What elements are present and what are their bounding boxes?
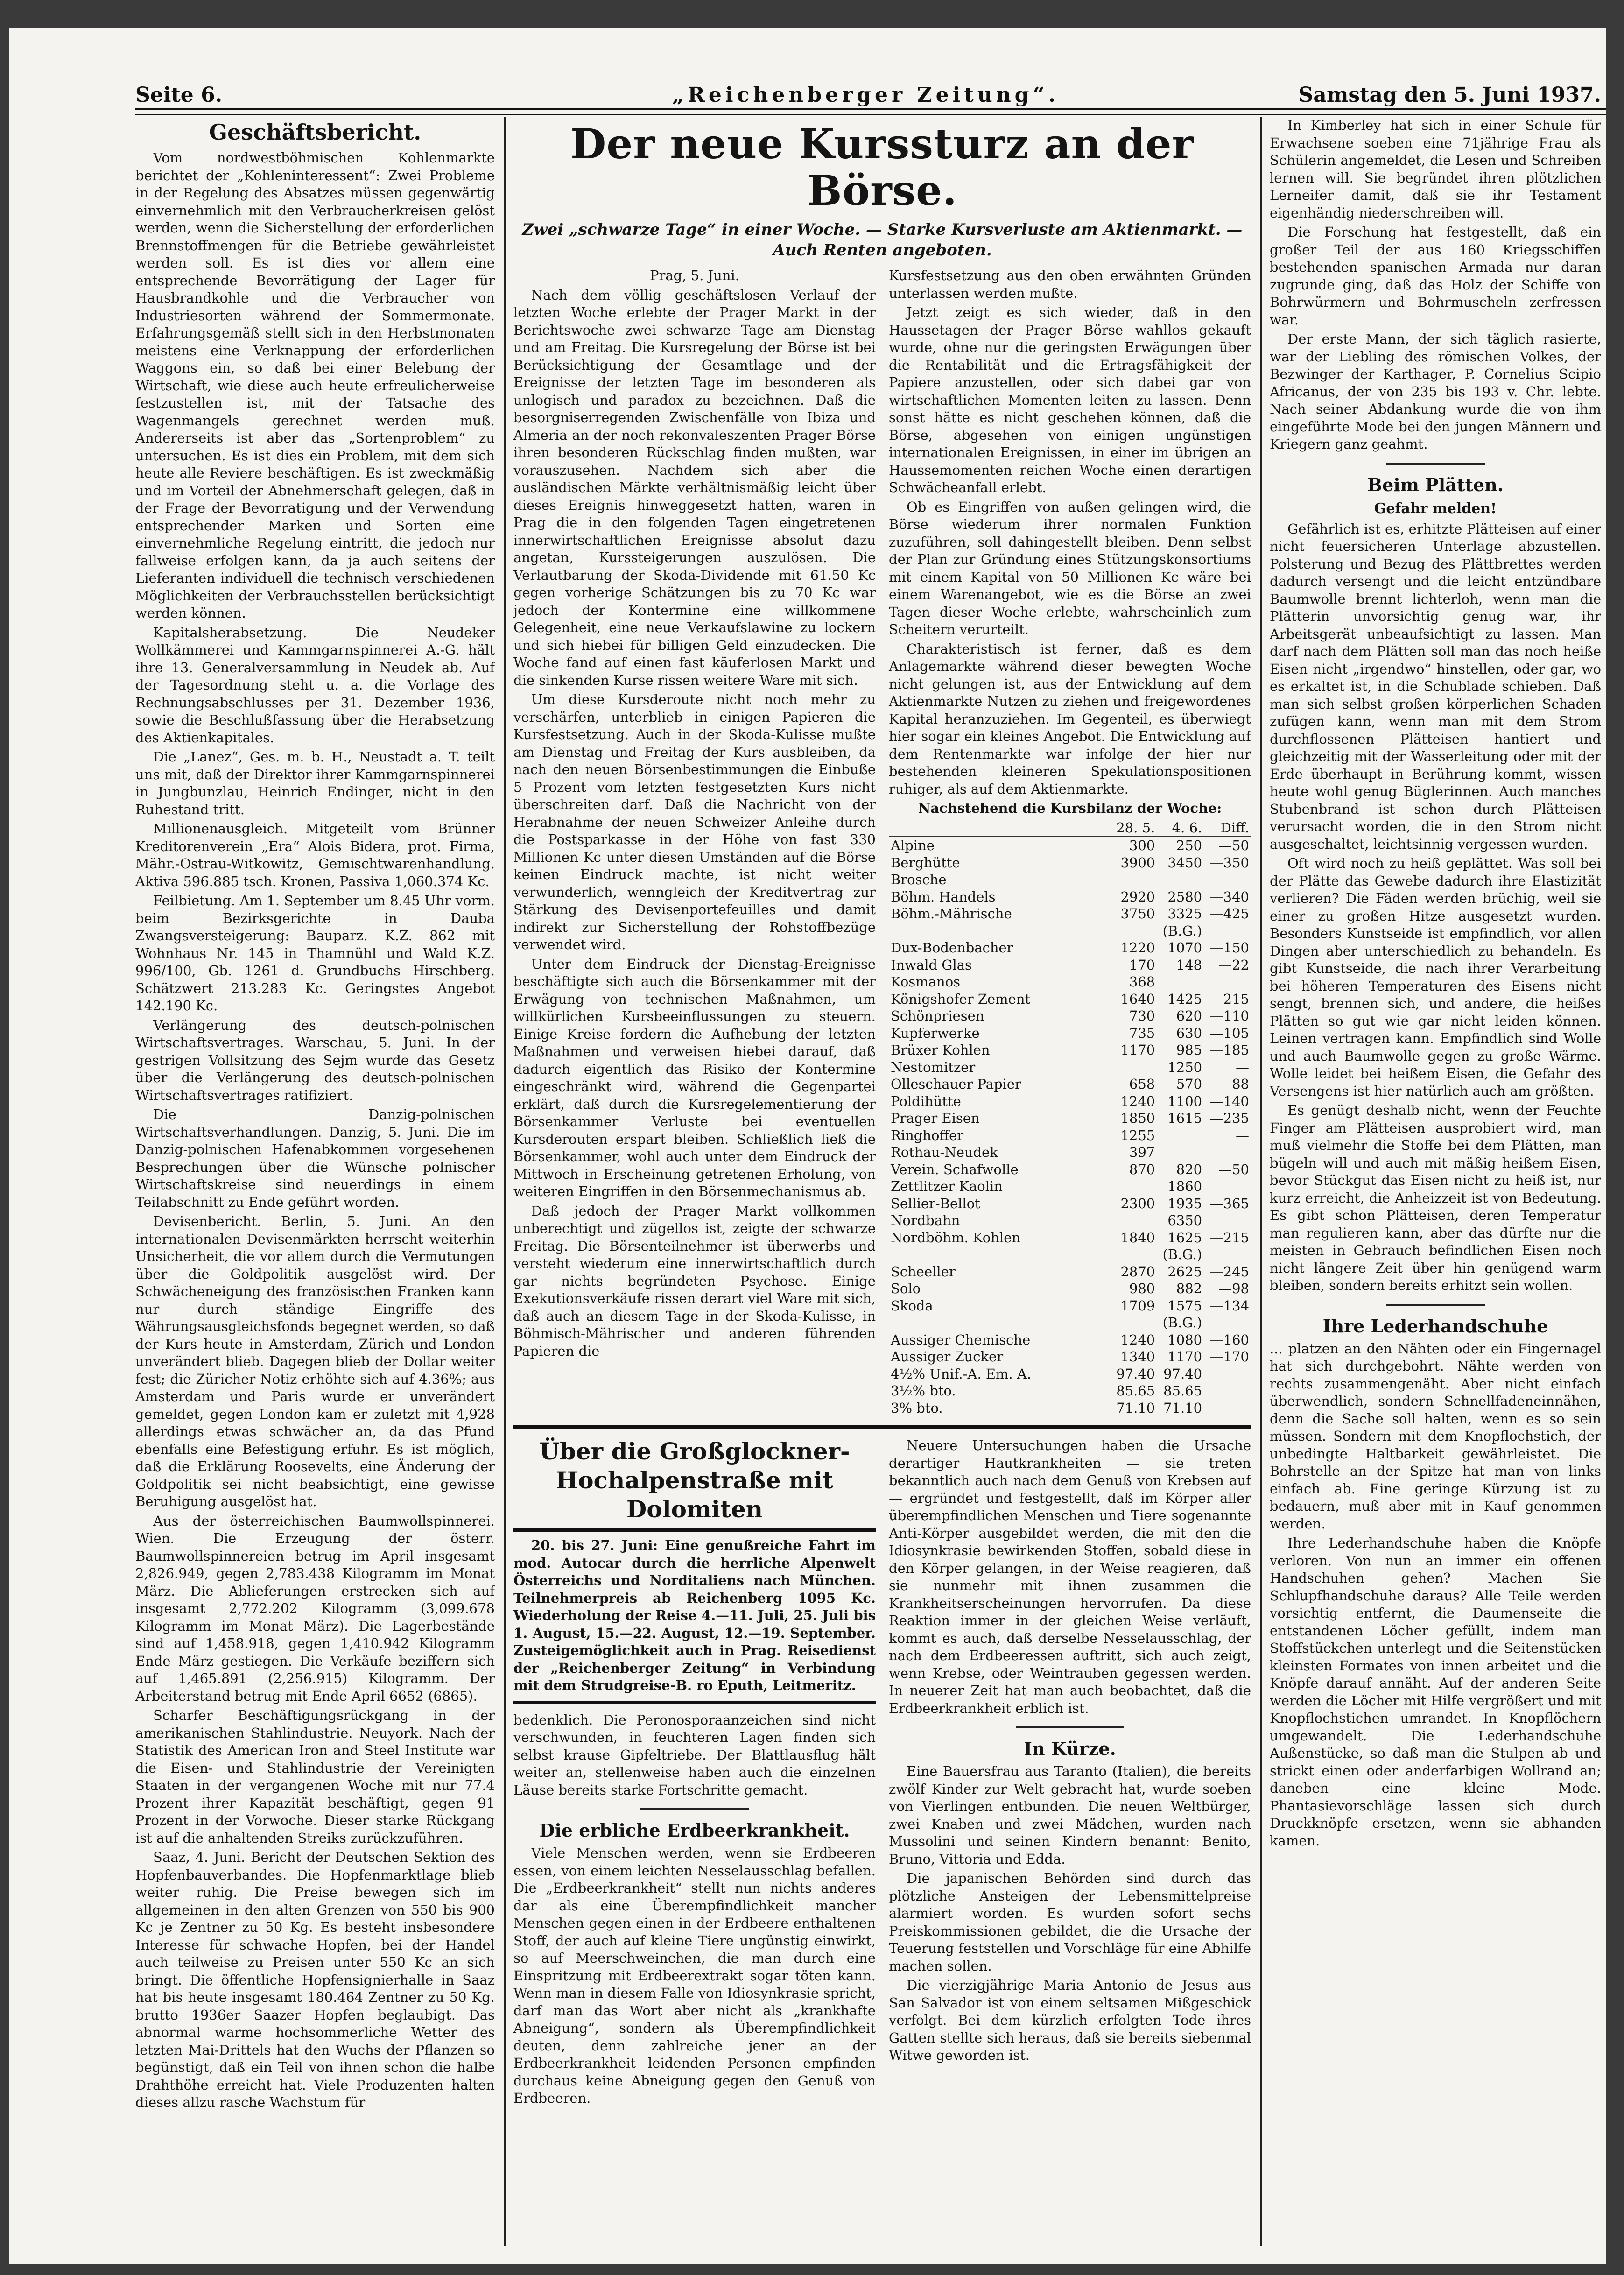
diff-value: —425 xyxy=(1209,906,1249,922)
misc-paragraph: In Kimberley hat sich in einer Schule für Erwachsene soeben eine 71jährige Frau als Schülerin angemeldet, die Lesen und Schreiben lernen will. Sie begründet ihren plötzlichen Lerneifer damit, daß sie ihr Testament eigenhändig niederschreiben will. xyxy=(1270,117,1601,221)
plaetten-paragraph: Es genügt deshalb nicht, wenn der Feuchte Finger am Plätteisen ausprobiert wird, man muß vielmehr die Stoffe bei dem Plätten, man bügeln will und auch mit mäßig heißem Eisen, bevor Stückgut das Eisen nicht zu heiß ist, nur kurz erreicht, die Anheizzeit ist von Bedeutung. Es gibt schon Plätteisen, deren Temperatur man regulieren kann, aber das dürfte nur die meisten in Gebrauch befindlichen Eisen noch nicht längere Zeit über hin genügend warm bleiben, sondern bereits erhitzt sein wollen. xyxy=(1270,1102,1601,1293)
price-value: 85.65 xyxy=(1163,1383,1202,1399)
kursbilanz-table xyxy=(889,819,1251,1417)
diff-value: —140 xyxy=(1209,1093,1249,1109)
travel-ad-title xyxy=(513,1437,876,1524)
price-value: 1850 xyxy=(1120,1110,1155,1126)
business-paragraph: Kapitalsherabsetzung. Die Neudeker Wollkämmerei und Kammgarnspinnerei A.-G. hält ihre 13. Generalversammlung in Neudek ab. Auf der Tagesordnung steht u. a. die Vorlage des Rechnungsabschlusses per 31. Dezember 1936, sowie die Beschlußfassung über die Herabsetzung des Aktienkapitales. xyxy=(135,624,495,746)
diff-value xyxy=(1204,1382,1251,1400)
price-value: 1640 xyxy=(1120,991,1155,1007)
kursbilanz-body xyxy=(889,837,1251,1416)
kursbilanz-row xyxy=(889,1093,1251,1110)
price-value: 1709 xyxy=(1120,1297,1155,1314)
diff-value: —350 xyxy=(1209,854,1249,871)
price-value: 71.10 xyxy=(1163,1400,1202,1416)
column-divider xyxy=(504,117,506,2246)
leder-title: Ihre Lederhandschuhe xyxy=(1322,1315,1548,1337)
boerse-paragraph: Nach dem völlig geschäftslosen Verlauf der letzten Woche erlebte der Prager Markt in der Berichtswoche zwei schwarze Tage am Dienstag und am Freitag. Die Kursregelung der Börse ist bei Berücksichtigung der Gesamtlage und der Ereignisse der letzten Tage im besonderen als unlogisch und paradox zu bezeichnen. Daß die besorgniserregenden Zwischenfälle von Ibiza und Almeria an der noch rekonvaleszenten Prager Börse ihren besonderen Rückschlag finden mußten, war vorauszusehen. Nachdem sich aber die ausländischen Märkte verhältnismäßig leicht über dieses Ereignis hinweggesetzt hatten, waren in Prag die in den folgenden Tagen eingetretenen innerwirtschaftlichen Ereignisse absolut dazu angetan, Kurssteigerungen auszulösen. Die Verlautbarung der Skoda-Dividende mit 61.50 Kc gegen vorherige Schätzungen bis zu 70 Kc war jedoch der Kontermine eine willkommene Gelegenheit, eine neue Verkaufslawine zu lockern und sich hiebei für billigen Geld einzudecken. Die Woche fand auf einen fast käuferlosen Markt und die sinkenden Kurse rissen weitere Ware mit sich. xyxy=(513,287,876,688)
diff-value xyxy=(1204,1178,1251,1195)
kursbilanz-row xyxy=(889,905,1251,939)
diff-value: —150 xyxy=(1209,940,1249,956)
price-value: 1240 xyxy=(1120,1331,1155,1348)
kursbilanz-header xyxy=(889,819,1110,837)
business-paragraph: Die „Lanez“, Ges. m. b. H., Neustadt a. T. teilt uns mit, daß der Direktor ihrer Kammgarnspinnerei in Jungbunzlau, Heinrich Endinger, nicht in den Ruhestand tritt. xyxy=(135,749,495,817)
price-value xyxy=(1157,973,1204,991)
diff-value xyxy=(1204,871,1251,888)
business-paragraph: Devisenbericht. Berlin, 5. Juni. An den internationalen Devisenmärkten herrscht weiterhin Unsicherheit, die vor allem durch die Vermutungen über die Goldpolitik ausgelöst wird. Der Schwächeneigung des französischen Franken kann nur durch ständige Eingriffe des Währungsausgleichsfonds begegnet werden, so daß der Kurs heute in Amsterdam, Zürich und London unverändert blieb. Dagegen blieb der Dollar weiter fest; die Züricher Notiz erhöhte sich auf 4.36%; aus Amsterdam und Paris wurde er unverändert gemeldet, gegen London kam er zuletzt mit 4,928 allerdings etwas schwächer an, da das Pfund ebenfalls eine Befestigung erfuhr. Es ist möglich, daß die Erklärung Roosevelts, eine Änderung der Goldpolitik sei nicht beabsichtigt, eine gewisse Beruhigung ausgelöst hat. xyxy=(135,1213,495,1509)
kursbilanz-row xyxy=(889,1161,1251,1178)
kursbilanz-row xyxy=(889,1025,1251,1042)
diff-value: — xyxy=(1236,1127,1249,1143)
column-divider xyxy=(1260,117,1262,2246)
kursbilanz-row xyxy=(889,1382,1251,1400)
kursbilanz-row xyxy=(889,1007,1251,1025)
travel-ad-title-line: Über die Großglockner- xyxy=(539,1437,850,1465)
page-number: Seite 6. xyxy=(135,83,223,107)
diff-value: —235 xyxy=(1209,1110,1249,1126)
price-value: 2300 xyxy=(1120,1195,1155,1211)
diff-value: —245 xyxy=(1209,1263,1249,1280)
kursbilanz-row xyxy=(889,991,1251,1008)
kursbilanz-row xyxy=(889,1110,1251,1127)
kursbilanz-row xyxy=(889,1042,1251,1059)
price-value: 630 xyxy=(1176,1025,1202,1041)
price-value: 1080 xyxy=(1167,1331,1202,1348)
diff-value: —110 xyxy=(1209,1008,1249,1024)
kursbilanz-row xyxy=(889,837,1251,854)
kurze-paragraph: Die vierzigjährige Maria Antonio de Jesus aus San Salvador ist von einem seltsamen Mißgeschick verfolgt. Bei dem kürzlich erfolgten Tode ihres Gatten stellte sich heraus, daß sie bereits siebenmal Witwe geworden ist. xyxy=(889,1977,1251,2063)
stock-name: Skoda xyxy=(891,1297,933,1314)
stock-name: Scheeller xyxy=(891,1263,956,1280)
price-value: 1840 xyxy=(1120,1229,1155,1246)
business-paragraph: Scharfer Beschäftigungsrückgang in der amerikanischen Stahlindustrie. Neuyork. Nach der Statistik des American Iron and Steel Institute war die Eisen- und Stahlindustrie der Vereinigten Staaten in der vergangenen Woche mit nur 77.4 Prozent ihrer Kapazität beschäftigt, gegen 91 Prozent in der Vorwoche. Dieser starke Rückgang ist auf die anhaltenden Streiks zurückzuführen. xyxy=(135,1707,495,1846)
kursbilanz-header: 4. 6. xyxy=(1157,819,1204,837)
kursbilanz-row xyxy=(889,1297,1251,1331)
boerse-dateline: Prag, 5. Juni. xyxy=(649,268,740,283)
kursbilanz-row xyxy=(889,888,1251,906)
boerse-paragraph: Daß jedoch der Prager Markt vollkommen unberechtigt und zügellos ist, zeigte der schwarze Freitag. Die Börsenteilnehmer ist überwerbs und versteht wiederum eine innerwirtschaftlich durch gar nichts begründeten Psychose. Einige Exekutionsverkäufe rissen derart viel Ware mit sich, daß auch an diesem Tage in der Skoda-Kulisse, in Böhmisch-Mährischer und anderen führenden Papieren die xyxy=(513,1203,876,1359)
price-value: 1625 (B.G.) xyxy=(1162,1229,1202,1262)
short-rule xyxy=(1386,463,1485,465)
kursbilanz-row xyxy=(889,1229,1251,1263)
stock-name: Kupferwerke xyxy=(891,1025,980,1041)
boerse-paragraph: Charakteristisch ist ferner, daß es dem Anlagemarkte während dieser bewegten Woche nicht gelungen ist, aus der Entwicklung auf dem Aktienmarkte Nutzen zu ziehen und freigewordenes Kapital heranzuziehen. Im Gegenteil, es überwiegt hier sogar ein kleines Angebot. Die Entwicklung auf dem Rentenmarkte war infolge der hier nur bestehenden kleineren Spekulationspositionen ruhiger, als auf dem Aktienmarkte. xyxy=(889,641,1251,797)
price-value: 980 xyxy=(1129,1281,1155,1296)
kursbilanz-row xyxy=(889,1144,1251,1161)
diff-value: —340 xyxy=(1209,888,1249,905)
stock-name: Brüxer Kohlen xyxy=(891,1042,990,1058)
price-value: 2625 xyxy=(1167,1263,1202,1280)
travel-ad-title-line: Hochalpenstraße mit Dolomiten xyxy=(555,1466,834,1523)
plaetten-title: Beim Plätten. xyxy=(1367,474,1504,495)
kursbilanz-row xyxy=(889,1212,1251,1229)
diff-value xyxy=(1204,973,1251,991)
kursbilanz-row xyxy=(889,1195,1251,1212)
stock-name: Kosmanos xyxy=(891,974,961,990)
kursbilanz-row xyxy=(889,1400,1251,1417)
price-value: 735 xyxy=(1129,1025,1155,1041)
erdbeer-paragraph: Viele Menschen werden, wenn sie Erdbeeren essen, von einem leichten Nesselausschlag befallen. Die „Erdbeerkrankheit“ stellt nun nichts anderes dar als eine Überempfindlichkeit mancher Menschen gegen einen in der Erdbeere enthaltenen Stoff, der auch auf kleine Tiere ungünstig einwirkt, so auf Meerschweinchen, die man durch eine Einspritzung mit Erdbeerextrakt sogar töten kann. Wenn man in diesem Falle von Idiosynkrasie spricht, darf man das Wort aber nicht als „krankhafte Abneigung“, sondern als Überempfindlichkeit deuten, denn zahlreiche jener an der Erdbeerkrankheit leidenden Personen empfinden durchaus keine Abneigung gegen den Genuß von Erdbeeren. xyxy=(513,1845,876,2106)
boerse-paragraph: Um diese Kursderoute nicht noch mehr zu verschärfen, unterblieb in einigen Papieren die Kursfestsetzung. Auch in der Skoda-Kulisse mußte am Dienstag und Freitag der Kurs ausbleiben, da nach den neuen Börsenbestimmungen die Einbuße 5 Prozent vom letzten festgesetzten Kurs nicht überschreiten darf. Daß die Nachricht von der Herabnahme der neuen Schweizer Anleihe durch die Postsparkasse in der Höhe von fast 330 Millionen Kc unter diesen Umständen auf die Börse keinen Eindruck machte, ist nicht weiter verwunderlich, wenngleich der Kreditvertrag zur Stärkung des Devisenportefeuilles und damit indirekt zur Sicherstellung der Rohstoffbezüge verwendet wird. xyxy=(513,691,876,952)
price-value: 368 xyxy=(1129,974,1155,990)
price-value: 3450 xyxy=(1167,854,1202,871)
kursbilanz-header-row xyxy=(889,819,1251,837)
stock-name: Dux-Bodenbacher xyxy=(891,940,1013,956)
price-value: 1255 xyxy=(1120,1127,1155,1143)
price-value: 1860 xyxy=(1167,1178,1202,1194)
stock-name: Nordbahn xyxy=(891,1212,960,1228)
price-value: 1425 xyxy=(1167,991,1202,1007)
stock-name: Solo xyxy=(891,1281,921,1296)
stock-name: Verein. Schafwolle xyxy=(891,1161,1019,1177)
travel-ad-text: 20. bis 27. Juni: Eine genußreiche Fahrt im mod. Autocar durch die herrliche Alpenwelt Österreichs und Norditaliens nach München. Teilnehmerpreis ab Reichenberg 1095 Kc. Wiederholung der Reise 4.—11. Juli, 25. Juli bis 1. August, 15.—22. August, 12.—19. September. Zusteigemöglichkeit auch in Prag. Reisedienst der „Reichenberger Zeitung“ in Verbindung mit dem Strudgreise-B. ro Eputh, Leitmeritz. xyxy=(513,1537,876,1693)
price-value: 71.10 xyxy=(1116,1400,1155,1416)
stock-name: Olleschauer Papier xyxy=(891,1076,1021,1092)
stock-name: Poldihütte xyxy=(891,1093,961,1109)
kurze-paragraph: Eine Bauersfrau aus Taranto (Italien), die bereits zwölf Kinder zur Welt gebracht hat, wurde soeben von Vierlingen entbunden. Die neuen Weltbürger, zwei Knaben und zwei Mädchen, wurden nach Mussolini und seinen Kindern benannt: Benito, Bruno, Vittoria und Edda. xyxy=(889,1763,1251,1867)
kursbilanz-row xyxy=(889,1263,1251,1281)
kursbilanz-row xyxy=(889,1178,1251,1195)
business-paragraph: Millionenausgleich. Mitgeteilt vom Brünner Kreditorenverein „Era“ Alois Bidera, prot. Firma, Mähr.-Ostrau-Witkowitz, Gemischtwarenhandlung. Aktiva 596.885 tsch. Kronen, Passiva 1,060.374 Kc. xyxy=(135,821,495,889)
column-boerse xyxy=(513,117,1251,2246)
price-value: 570 xyxy=(1176,1076,1202,1092)
price-value: 870 xyxy=(1129,1161,1155,1177)
kursbilanz-row xyxy=(889,1331,1251,1349)
price-value: 1170 xyxy=(1167,1349,1202,1365)
kurze-title: In Kürze. xyxy=(1024,1738,1116,1759)
price-value: 170 xyxy=(1129,957,1155,973)
price-value xyxy=(1157,871,1204,888)
boerse-left-column xyxy=(513,267,876,1416)
stock-name: 3½% bto. xyxy=(891,1383,956,1399)
business-title: Geschäftsbericht. xyxy=(209,120,422,145)
kursbilanz-header: Diff. xyxy=(1204,819,1251,837)
business-paragraph: Saaz, 4. Juni. Bericht der Deutschen Sektion des Hopfenbauverbandes. Die Hopfenmarktlage blieb weiter ruhig. Die Preise bewegen sich im allgemeinen in den alten Grenzen von 550 bis 900 Kc je Zentner zu 50 Kg. Es besteht insbesondere Interesse für schwache Hopfen, bei der Handel auch teilweise zu Preisen unter 550 Kc an sich bringt. Die öffentliche Hopfensignierhalle in Saaz hat bis heute insgesamt 180.464 Zentner zu 50 Kg. brutto 1936er Saazer Hopfen beglaubigt. Das abnormal warme hochsommerliche Wetter des letzten Mai-Drittels hat den Wuchs der Pflanzen so begünstigt, daß ein Teil von ihnen schon die halbe Drahthöhe erreicht hat. Viele Produzenten halten dieses allzu rasche Wachstum für xyxy=(135,1849,495,2110)
stock-name: Nordböhm. Kohlen xyxy=(891,1229,1021,1246)
stock-name: Berghütte xyxy=(891,854,960,871)
price-value: 1575 (B.G.) xyxy=(1162,1297,1202,1331)
price-value xyxy=(1110,1178,1157,1195)
erdbeer-paragraph: Neuere Untersuchungen haben die Ursache derartiger Hautkrankheiten — sie treten bekanntlich auch nach dem Genuß von Krebsen auf — ergründet und festgestellt, daß im Körper aller überempfindlichen Menschen und Tiere sogenannte Anti-Körper ausgebildet werden, die mit den die Idiosynkrasie bewirkenden Stoffen, sobald diese in den Körper gelangen, in der Weise reagieren, daß sie nunmehr mit ihnen zusammen die Krankheitserscheinungen hervorrufen. Da diese Reaktion immer in der gleichen Weise verläuft, kommt es auch, daß derselbe Nesselausschlag, der nach dem Erdbeeressen auftritt, sich auch zeigt, wenn Krebse, oder Weintrauben gegessen werden. In neuerer Zeit hat man auch beobachtet, daß die Erdbeerkrankheit erblich ist. xyxy=(889,1437,1251,1716)
price-value: 97.40 xyxy=(1116,1366,1155,1382)
diff-value: —22 xyxy=(1218,957,1249,973)
kursbilanz-row xyxy=(889,1366,1251,1383)
price-value: 2870 xyxy=(1120,1263,1155,1280)
stock-name: 4½% Unif.-A. Em. A. xyxy=(891,1366,1032,1382)
stock-name: Rothau-Neudek xyxy=(891,1144,998,1160)
kursbilanz-row xyxy=(889,1076,1251,1093)
stock-name: Brosche xyxy=(891,872,947,887)
diff-value: —160 xyxy=(1209,1331,1249,1348)
diff-value: —134 xyxy=(1209,1297,1249,1314)
price-value: 3900 xyxy=(1120,854,1155,871)
leder-paragraph: ... platzen an den Nähten oder ein Fingernagel hat sich durchgebohrt. Nähte werden von rechts zusammengenäht. Aber nicht einfach überwendlich, sondern Schnellfadeneinnähen, denn die Sache soll halten, wenn es so sein müssen. Sondern mit dem Knopflochstich, der unbedingte Haltbarkeit gewährleistet. Die Bohrstelle an der Spitze hat man von links einfach ab. Eine geringe Kürzung ist zu bedauern, muß aber mit in Kauf genommen werden. xyxy=(1270,1340,1601,1532)
price-value: 730 xyxy=(1129,1008,1155,1024)
stock-name: Schönpriesen xyxy=(891,1008,984,1024)
stock-name: 3% bto. xyxy=(891,1400,943,1416)
stock-name: Nestomitzer xyxy=(891,1059,976,1075)
kursbilanz-row xyxy=(889,1127,1251,1144)
lower-left-column xyxy=(513,1437,876,2109)
business-paragraph: Feilbietung. Am 1. September um 8.45 Uhr vorm. beim Bezirksgerichte in Dauba Zwangsversteigerung: Bauparz. K.Z. 862 mit Wohnhaus Nr. 145 in Thamnühl und Wald K.Z. 996/100, Gb. 1261 d. Grundbuchs Hirschberg. Schätzwert 213.283 Kc. Geringstes Angebot 142.190 Kc. xyxy=(135,893,495,1014)
diff-value: —88 xyxy=(1218,1076,1249,1092)
boerse-paragraph: Ob es Eingriffen von außen gelingen wird, die Börse wiederum ihrer normalen Funktion zuzuführen, soll dahingestellt bleiben. Denn selbst der Plan zur Gründung eines Stützungskonsortiums mit einem Kapital von 50 Millionen Kc wäre bei einem Warenangebot, wie es die Börse an zwei Tagen dieser Woche erlebte, wahrscheinlich zum Scheitern verurteilt. xyxy=(889,499,1251,637)
plaetten-paragraph: Gefährlich ist es, erhitzte Plätteisen auf einer nicht feuersicheren Unterlage abzustellen. Polsterung und Bezug des Plättbrettes werden dadurch versengt und die leicht entzündbare Baumwolle brennt lichterloh, wenn man die Plätterin unvorsichtig genug war, ihr Arbeitsgerät unbeaufsichtigt zu lassen. Man darf nach dem Plätten soll man das noch heiße Eisen nicht „irgendwo“ hinstellen, oder gar, wo es erkaltet ist, in die Schublade schieben. Daß man sich selbst großen körperlichen Schaden zufügen kann, wenn man mit dem Strom durchflossenen Plätteisen hantiert und gleichzeitig mit der Wasserleitung oder mit der Erde überhaupt in Berührung kommt, wissen heute wohl genug Büglerinnen. Auch manches Stubenbrand ist schon durch Plätteisen verursacht worden, die in den Strom nicht ausgeschaltet, leichtsinnig vergessen wurden. xyxy=(1270,521,1601,852)
stock-name: Zettlitzer Kaolin xyxy=(891,1178,1003,1194)
stock-name: Aussiger Chemische xyxy=(891,1331,1031,1348)
kursbilanz-row xyxy=(889,973,1251,991)
price-value: 2580 xyxy=(1167,888,1202,905)
boerse-paragraph: Jetzt zeigt es sich wieder, daß in den Haussetagen der Prager Börse wahllos gekauft wurde, ohne nur die geringsten Erwägungen über die Rentabilität und die Ertragsfähigkeit der Papiere anzustellen, oder sich dabei gar von wirtschaftlichen Momenten leiten zu lassen. Denn sonst hätte es nicht geschehen können, daß die Börse, abgesehen von einigen ungünstigen internationalen Ereignissen, in einer im übrigen an Haussemomenten reichen Woche einen derartigen Schwächeanfall erlebt. xyxy=(889,304,1251,495)
stock-name: Königshofer Zement xyxy=(891,991,1031,1007)
travel-ad xyxy=(513,1437,876,1704)
diff-value: — xyxy=(1236,1059,1249,1075)
price-value xyxy=(1110,1212,1157,1229)
boerse-body xyxy=(513,267,1251,1416)
misc-paragraph: Die Forschung hat festgestellt, daß ein großer Teil der aus 160 Kriegsschiffen bestehenden spanischen Armada nur daran zugrunde ging, daß das Holz der Schiffe von Bohrwürmern und Bohrmuscheln zerfressen war. xyxy=(1270,224,1601,328)
newspaper-page xyxy=(9,28,1606,2264)
price-value: 1240 xyxy=(1120,1093,1155,1109)
kursbilanz-row xyxy=(889,854,1251,872)
short-rule xyxy=(1386,1304,1485,1306)
boerse-headline: Der neue Kurssturz an der Börse. xyxy=(570,120,1194,215)
section-rule xyxy=(513,1425,1251,1429)
price-value: 397 xyxy=(1129,1144,1155,1160)
diff-value: —185 xyxy=(1209,1042,1249,1058)
column-misc xyxy=(1270,117,1601,2246)
stock-name: Aussiger Zucker xyxy=(891,1349,1004,1365)
masthead: „Reichenberger Zeitung“. xyxy=(672,83,1060,107)
price-value: 6350 xyxy=(1167,1212,1202,1228)
diff-value: —50 xyxy=(1218,1161,1249,1177)
price-value xyxy=(1157,1127,1204,1144)
price-value: 620 xyxy=(1176,1008,1202,1024)
price-value: 985 xyxy=(1176,1042,1202,1058)
diff-value: —215 xyxy=(1209,1229,1249,1246)
diff-value: —365 xyxy=(1209,1195,1249,1211)
price-value: 820 xyxy=(1176,1161,1202,1177)
plaetten-paragraph: Oft wird noch zu heiß geplättet. Was soll bei der Plätte das Gewebe dadurch ihre Elastizität verlieren? Die Fäden werden brüchig, weil sie einer zu großen Hitze ausgesetzt wurden. Besonders Kunstseide ist empfindlich, vor allen Dingen aber unterschiedlich zu behandeln. Es gibt Kunstseide, die nach ihrer Verarbeitung bei höheren Temperaturen des Eisens nicht sengt, brennen sich, und andere, die heißes Plätten so gut wie gar nicht leiden können. Leinen vertragen kann. Empfindlich sind Wolle und auch Baumwolle gegen zu große Wärme. Wolle leidet bei heißem Eisen, die Gefahr des Versengens ist hier natürlich auch am größten. xyxy=(1270,855,1601,1099)
price-value: 250 xyxy=(1176,838,1202,853)
price-value: 97.40 xyxy=(1163,1366,1202,1382)
kursbilanz-header: 28. 5. xyxy=(1110,819,1157,837)
diff-value: —215 xyxy=(1209,991,1249,1007)
kursbilanz-row xyxy=(889,939,1251,957)
stock-name: Böhm.-Mährische xyxy=(891,906,1012,922)
issue-date: Samstag den 5. Juni 1937. xyxy=(1298,83,1601,107)
price-value: 3750 xyxy=(1120,906,1155,922)
boerse-paragraph: Unter dem Eindruck der Dienstag-Ereignisse beschäftigte sich auch die Börsenkammer mit der Erwägung von technischen Maßnahmen, um willkürlichen Kursbeeinflussungen zu steuern. Einige Kreise fordern die Aufhebung der letzten Maßnahmen und verweisen hiebei darauf, daß dadurch eigentlich das Risiko der Kontermine eingeschränkt wird, während die Gegenpartei erklärt, daß durch die Kursregelementierung der Börsenkammer Verluste bei eventuellen Kursderouten erspart bleiben. Schließlich ließ die Börsenkammer, wohl auch unter dem Eindruck der Mittwoch in Erscheinung getretenen Erholung, von weiteren Eingriffen in den Börsenmechanismus ab. xyxy=(513,956,876,1199)
erdbeer-title: Die erbliche Erdbeerkrankheit. xyxy=(539,1820,850,1841)
stock-name: Sellier-Bellot xyxy=(891,1195,980,1211)
stock-name: Alpine xyxy=(891,838,935,853)
stock-name: Ringhoffer xyxy=(891,1127,964,1143)
column-business xyxy=(135,117,495,2246)
boerse-subheadline: Zwei „schwarze Tage“ in einer Woche. — Starke Kursverluste am Aktienmarkt. — Auch Renten angeboten. xyxy=(522,220,1243,260)
price-value: 3325 (B.G.) xyxy=(1162,906,1202,939)
price-value: 882 xyxy=(1176,1281,1202,1296)
stock-name: Inwald Glas xyxy=(891,957,972,973)
diff-value: —98 xyxy=(1218,1281,1249,1296)
price-value: 148 xyxy=(1176,957,1202,973)
price-value: 1935 xyxy=(1167,1195,1202,1211)
price-value: 658 xyxy=(1129,1076,1155,1092)
business-paragraph: Verlängerung des deutsch-polnischen Wirtschaftsvertrages. Warschau, 5. Juni. In der gestrigen Vollsitzung des Sejm wurde das Gesetz über die Verlängerung des deutsch-polnischen Wirtschaftsvertrages ratifiziert. xyxy=(135,1017,495,1103)
price-value xyxy=(1157,1144,1204,1161)
price-value: 1220 xyxy=(1120,940,1155,956)
kursbilanz-row xyxy=(889,1280,1251,1297)
price-value: 1340 xyxy=(1120,1349,1155,1365)
lower-right-column xyxy=(889,1437,1251,2109)
stock-name: Prager Eisen xyxy=(891,1110,980,1126)
kursbilanz-row xyxy=(889,1059,1251,1076)
boerse-right-column xyxy=(889,267,1251,1416)
diff-value xyxy=(1204,1400,1251,1417)
price-value: 1250 xyxy=(1167,1059,1202,1075)
business-paragraph: Vom nordwestböhmischen Kohlenmarkte berichtet der „Kohleninteressent“: Zwei Probleme in der Regelung des Absatzes müssen gegenwärtig einvernehmlich mit den Verbraucherkreisen gelöst werden, wenn die Sicherstellung der erforderlichen Brennstoffmengen für die Betriebe gewährleistet werden soll. Es ist dies vor allem eine entsprechende Bevorrätigung der Lager für Hausbrandkohle und die Verbraucher von Industriesorten während der Sommermonate. Erfahrungsgemäß stellt sich in den Herbstmonaten meistens eine Verknappung der erforderlichen Waggons ein, so daß bei einer Belebung der Wirtschaft, wie diese auch heute erfreulicherweise festzustellen ist, mit der Tatsache des Wagenmangels gerechnet werden muß. Andererseits ist aber das „Sortenproblem“ zu untersuchen. Es ist dies ein Problem, mit dem sich heute alle Reviere beschäftigen. Es ist zweckmäßig und im Vorteil der Abnehmerschaft gelegen, daß in der Frage der Bevorratigung und der Verwendung entsprechender Marken und Sorten eine einvernehmliche Regelung eintritt, die jedoch nur fallweise erfolgen kann, da ja auch seitens der Lieferanten individuell die technisch verschiedenen Möglichkeiten der Verbrauchsstellen berücksichtigt werden können. xyxy=(135,150,495,621)
price-value xyxy=(1110,1059,1157,1076)
diff-value: —50 xyxy=(1218,838,1249,853)
kurze-paragraph: Die japanischen Behörden sind durch das plötzliche Ansteigen der Lebensmittelpreise alarmiert worden. Es wurden sofort sechs Preiskommissionen gebildet, die die Ursache der Teuerung feststellen und Vorschläge für eine Abhilfe machen sollen. xyxy=(889,1870,1251,1974)
price-value: 85.65 xyxy=(1116,1383,1155,1399)
kursbilanz-row xyxy=(889,1348,1251,1366)
business-paragraph: Die Danzig-polnischen Wirtschaftsverhandlungen. Danzig, 5. Juni. Die im Danzig-polnischen Hafenabkommen vorgesehenen Besprechungen über die Wünsche polnischer Wirtschaftskreise sind neuerdings in einem Teilabschnitt zu Ende geführt worden. xyxy=(135,1106,495,1210)
kursbilanz-caption: Nachstehend die Kursbilanz der Woche: xyxy=(918,800,1222,816)
kursbilanz-row xyxy=(889,957,1251,974)
ad-rule xyxy=(513,1528,876,1532)
boerse-paragraph: Kursfestsetzung aus den oben erwähnten Gründen unterlassen werden mußte. xyxy=(889,268,1251,301)
short-rule xyxy=(1016,1726,1125,1728)
stock-name: Böhm. Handels xyxy=(891,888,996,905)
price-value: 2920 xyxy=(1120,888,1155,905)
hopfen-continuation: bedenklich. Die Peronosporaanzeichen sind nicht verschwunden, in feuchteren Lagen finden sich selbst krause Gipfeltriebe. Der Blattlausflug hält weiter an, stellenweise haben auch die einzelnen Läuse bereits starke Fortschritte gemacht. xyxy=(513,1712,876,1798)
diff-value xyxy=(1204,1366,1251,1383)
short-rule xyxy=(640,1808,749,1810)
price-value: 1070 xyxy=(1167,940,1202,956)
price-value: 300 xyxy=(1129,838,1155,853)
lower-section xyxy=(513,1437,1251,2109)
price-value: 1100 xyxy=(1167,1093,1202,1109)
price-value: 1615 xyxy=(1167,1110,1202,1126)
business-paragraph: Aus der österreichischen Baumwollspinnerei. Wien. Die Erzeugung der österr. Baumwollspinnereien betrug im April insgesamt 2,826.949, gegen 2,783.438 Kilogramm im Monat März. Die Ablieferungen erstrecken sich auf insgesamt 2,772.202 Kilogramm (3,099.678 Kilogramm im Monat März). Die Lagerbestände sind auf 1,458.918, gegen 1,410.942 Kilogramm Ende März gestiegen. Die Verkäufe beziffern sich auf 1,465.891 (2,256.915) Kilogramm. Der Arbeiterstand betrug mit Ende April 6652 (6865). xyxy=(135,1513,495,1704)
leder-paragraph: Ihre Lederhandschuhe haben die Knöpfe verloren. Von nun an immer ein offenen Handschuhen gehen? Machen Sie Schlupfhandschuhe daraus? Alle Teile werden vorsichtig entfernt, die Daumenseite die entstandenen Löcher gefüllt, indem man Stoffstückchen unterlegt und die Seitenstücken kleinsten Formates von innen arbeitet und die Knöpfe darauf annäht. Auf der anderen Seite werden die Löcher mit Hilfe vergrößert und mit Knopflochstichen umrandet. In Knopflöchern umgewandelt. Die Lederhandschuhe Außenstücke, so daß man die Stulpen ab und strickt einen oder anderfarbigen Wollrand an; daneben eine kleine Mode. Phantasievorschläge lassen sich durch Druckknöpfe ersetzen, wenn sie abhanden kamen. xyxy=(1270,1535,1601,1849)
diff-value xyxy=(1204,1212,1251,1229)
misc-paragraph: Der erste Mann, der sich täglich rasierte, war der Liebling des römischen Volkes, der Bezwinger der Karthager, P. Cornelius Scipio Africanus, der von 235 bis 193 v. Chr. lebte. Nach seiner Abdankung wurde die von ihm eingeführte Mode bei den jungen Männern und Kriegern ganz geahmt. xyxy=(1270,331,1601,452)
plaetten-subtitle: Gefahr melden! xyxy=(1374,500,1497,517)
diff-value xyxy=(1204,1144,1251,1161)
kursbilanz-row xyxy=(889,871,1251,888)
price-value xyxy=(1110,871,1157,888)
price-value: 1170 xyxy=(1120,1042,1155,1058)
header-rule xyxy=(135,108,1606,115)
diff-value: —170 xyxy=(1209,1349,1249,1365)
diff-value: —105 xyxy=(1209,1025,1249,1041)
